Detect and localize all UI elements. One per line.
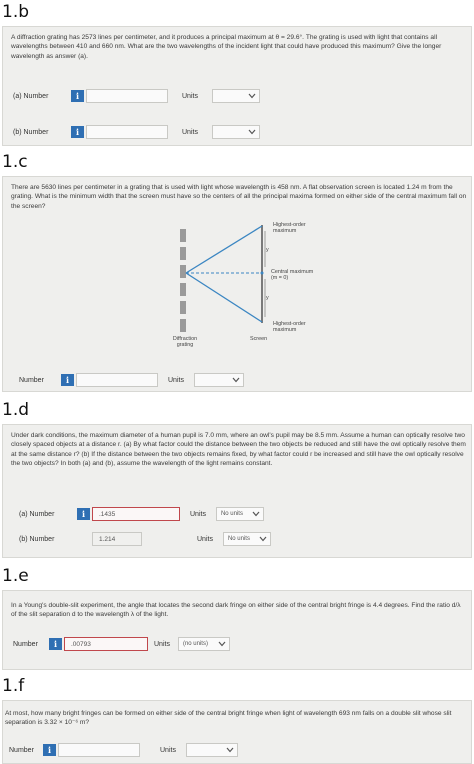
- answer-row: [19, 373, 244, 387]
- answer-row: [9, 743, 238, 757]
- units-value: (no units): [182, 641, 208, 647]
- number-input[interactable]: .1435: [92, 507, 180, 521]
- chevron-down-icon: [259, 536, 267, 542]
- question-panel-1d: [2, 424, 472, 558]
- number-input[interactable]: [58, 743, 140, 757]
- question-text: Under dark conditions, the maximum diameter of a human pupil is 7.0 mm, where an owl's pupil may be 8.5 mm. Assume a human can optically resolve two closely spaced objects at a distance r. (a) By what factor could the distance between the two objects be reduced and still have the owl optically resolve them at the same distance r? (b) If the distance between the two objects remains fixed, by what factor could r be increased and still have the owl optically resolve the two objects? In both (a) and (b), assume the wavelength of the light remains constant.: [11, 432, 466, 468]
- number-label: (a) Number: [19, 510, 55, 518]
- question-text: At most, how many bright fringes can be formed on either side of the central bright fringe when light of wavelength 693 nm falls on a double slit whose slit separation is 3.32 × 10⁻⁶ m?: [5, 710, 452, 727]
- screen-label: Screen: [250, 336, 268, 342]
- answer-row-b: [19, 532, 271, 546]
- units-label: Units: [168, 376, 184, 384]
- chevron-down-icon: [218, 641, 226, 647]
- number-label: (a) Number: [13, 92, 49, 100]
- diffraction-grating: [180, 229, 186, 332]
- number-label: (b) Number: [13, 128, 49, 136]
- units-label: Units: [160, 746, 176, 754]
- highest-order-top-label: Highest-order maximum: [273, 222, 306, 235]
- info-icon[interactable]: i: [49, 638, 62, 650]
- number-input[interactable]: [86, 89, 168, 103]
- question-panel-1b: [2, 26, 472, 146]
- units-label: Units: [197, 535, 213, 543]
- chevron-down-icon: [248, 129, 256, 135]
- units-select[interactable]: [223, 532, 271, 546]
- number-label: Number: [9, 746, 34, 754]
- units-select[interactable]: [178, 637, 230, 651]
- answer-row-a: [19, 507, 264, 521]
- answer-row: [13, 637, 230, 651]
- chevron-down-icon: [226, 747, 234, 753]
- section-title-1f: 1.f: [2, 676, 25, 696]
- units-label: Units: [154, 640, 170, 648]
- y-label-bottom: y: [266, 295, 269, 301]
- info-icon[interactable]: i: [77, 508, 90, 520]
- number-input[interactable]: .00793: [64, 637, 148, 651]
- units-select[interactable]: [216, 507, 264, 521]
- units-select[interactable]: [186, 743, 238, 757]
- number-label: Number: [13, 640, 38, 648]
- number-input[interactable]: 1.214: [92, 532, 142, 546]
- section-title-1e: 1.e: [2, 566, 29, 586]
- number-label: (b) Number: [19, 535, 55, 543]
- units-label: Units: [182, 128, 198, 136]
- section-title-1b: 1.b: [2, 2, 30, 22]
- units-value: No units: [220, 511, 243, 517]
- y-label-top: y: [266, 247, 269, 253]
- diffraction-grating-label: Diffraction grating: [172, 336, 198, 349]
- units-label: Units: [190, 510, 206, 518]
- chevron-down-icon: [252, 511, 260, 517]
- question-panel-1c: [2, 176, 472, 392]
- units-value: No units: [227, 536, 250, 542]
- number-label: Number: [19, 376, 44, 384]
- central-max-dot: [261, 272, 264, 275]
- question-text: A diffraction grating has 2573 lines per centimeter, and it produces a principal maximum at θ = 29.6°. The grating is used with light that contains all wavelengths between 410 and 660 nm. What are the two wavelengths of the incident light that could have produced this maximum? Give the longer wavelength as answer (a).: [11, 34, 442, 60]
- question-text: In a Young's double-slit experiment, the angle that locates the second dark fringe on either side of the central bright fringe is 4.4 degrees. Find the ratio d/λ of the slit separation d to the wavelength λ of the light.: [11, 602, 461, 619]
- number-input[interactable]: [86, 125, 168, 139]
- ray-bottom: [186, 273, 262, 322]
- chevron-down-icon: [232, 377, 240, 383]
- highest-order-bottom-label: Highest-order maximum: [273, 321, 306, 334]
- units-select[interactable]: [212, 125, 260, 139]
- number-input[interactable]: [76, 373, 158, 387]
- question-text: There are 5630 lines per centimeter in a grating that is used with light whose wavelength is 458 nm. A flat observation screen is located 1.24 m from the grating. What is the minimum width that the screen must have so the centers of all the principal maxima formed on either side of the central maximum fall on the screen?: [11, 184, 467, 210]
- units-select[interactable]: [212, 89, 260, 103]
- units-label: Units: [182, 92, 198, 100]
- info-icon[interactable]: i: [43, 744, 56, 756]
- chevron-down-icon: [248, 93, 256, 99]
- section-title-1c: 1.c: [2, 152, 28, 172]
- answer-row-a: [13, 89, 260, 103]
- grating-diagram: [3, 177, 473, 393]
- question-panel-1f: [2, 700, 472, 764]
- central-maximum-label: Central maximum (m = 0): [271, 269, 314, 282]
- question-panel-1e: [2, 590, 472, 670]
- units-select[interactable]: [194, 373, 244, 387]
- info-icon[interactable]: i: [71, 90, 84, 102]
- info-icon[interactable]: i: [61, 374, 74, 386]
- ray-top: [186, 226, 262, 273]
- section-title-1d: 1.d: [2, 400, 30, 420]
- answer-row-b: [13, 125, 260, 139]
- info-icon[interactable]: i: [71, 126, 84, 138]
